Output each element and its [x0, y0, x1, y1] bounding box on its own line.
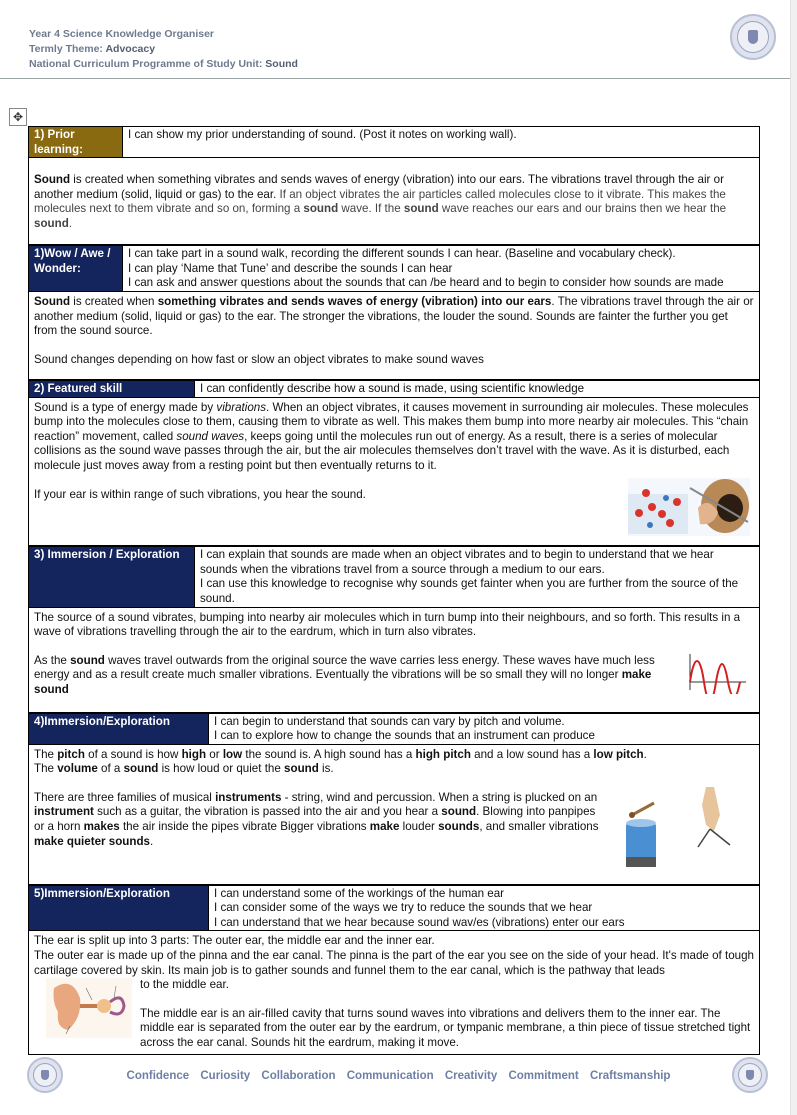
objective: I can play ‘Name that Tune’ and describe the sounds I can hear: [128, 261, 453, 275]
value-curiosity: Curiosity: [200, 1070, 251, 1082]
objective: I can ask and answer questions about the sounds that can /be heard and to begin to consider how sounds are made: [128, 276, 724, 290]
section-heading: 1)Wow / Awe / Wonder:: [29, 246, 123, 292]
objective: I can use this knowledge to recognise why sounds get fainter when you are further from the source of the sound.: [200, 577, 739, 605]
school-logo-top: [730, 14, 776, 60]
section-immersion-4: [28, 713, 760, 885]
knowledge-organiser: [28, 126, 760, 1055]
section-wow: [28, 245, 760, 380]
objective: I can understand that we hear because sound wav/es (vibrations) enter our ears: [214, 915, 625, 929]
section-body: The source of a sound vibrates, bumping into nearby air molecules which in turn bump into their neighbours, and so forth. This results in a wave of vibrations travelling through the air to the eardrum, which in turn also vibrates. As the sound waves travel outwards from the original source the wave carries less energy. These waves have much less energy and as a result create much smaller vibrations. Eventually the vibrations will be so small they will no longer make sound: [29, 607, 760, 712]
objective: I can to explore how to change the sounds that an instrument can produce: [214, 729, 595, 743]
section-body: The pitch of a sound is how high or low the sound is. A high sound has a high pitch and a low sound has a low pitch. The volume of a sound is how loud or quiet the sound is. There are three families of musical instruments - string, wind and percussion. When a string is plucked on an instrument such as a guitar, the vibration is passed into the air and you hear a sound. Blowing into panpipes or a horn makes the air inside the pipes vibrate Bigger vibrations make louder sounds, and smaller vibrations make quieter sounds.: [29, 744, 760, 884]
school-values-footer: [0, 1070, 797, 1082]
section-objectives: [209, 885, 760, 931]
value-commitment: Commitment: [508, 1070, 579, 1082]
header-theme: Termly Theme: Advocacy: [29, 43, 156, 55]
vertical-scrollbar[interactable]: [790, 0, 797, 1115]
header-divider: [0, 78, 790, 79]
section-immersion-3: [28, 546, 760, 712]
page-header: [29, 27, 298, 72]
value-communication: Communication: [346, 1070, 434, 1082]
section-heading: 4)Immersion/Exploration: [29, 713, 209, 744]
section-objective: I can show my prior understanding of sound. (Post it notes on working wall).: [123, 127, 760, 158]
header-unit: National Curriculum Programme of Study Unit: Sound: [29, 58, 298, 70]
section-objectives: [209, 713, 760, 744]
value-collaboration: Collaboration: [261, 1070, 336, 1082]
objective: I can explain that sounds are made when an object vibrates and to begin to understand that we hear sounds when the vibrations travel from a source through a medium to our ears.: [200, 548, 714, 576]
section-objectives: [123, 246, 760, 292]
ear-diagram-image: [46, 978, 132, 1043]
section-body: Sound is a type of energy made by vibrations. When an object vibrates, it causes movement in surrounding air molecules. These molecules bump into the molecules close to them, causing them to vibrate as well. This makes them bump into more nearby air molecules. This “chain reaction” movement, called sound waves, keeps going until the molecules run out of energy. As a result, there is a series of molecular collisions as the sound wave passes through the air, but the air molecules themselves don’t travel with the wave. As it is disturbed, each molecule just moves away from a resting point but then eventually returns to it. If your ear is within range of such vibrations, you hear the sound.: [29, 397, 760, 546]
guitar-molecules-image: [628, 478, 750, 541]
value-craftsmanship: Craftsmanship: [589, 1070, 671, 1082]
objective: I can begin to understand that sounds can vary by pitch and volume.: [214, 714, 565, 728]
objective: I can understand some of the workings of the human ear: [214, 886, 505, 900]
table-move-handle-icon[interactable]: ✥: [9, 108, 27, 126]
section-heading: 1) Prior learning:: [29, 127, 123, 158]
section-body: Sound is created when something vibrates and sends waves of energy (vibration) into our ears. The vibrations travel through the air or another medium (solid, liquid or gas) to the ear. The stronger the vibrations, the louder the sound. Sounds are fainter the further you get from the sound source. Sound changes depending on how fast or slow an object vibrates to make sound waves: [29, 291, 760, 379]
section-objective: I can confidently describe how a sound is made, using scientific knowledge: [195, 380, 760, 397]
section-objectives: [195, 547, 760, 607]
section-heading: 2) Featured skill: [29, 380, 195, 397]
value-confidence: Confidence: [126, 1070, 190, 1082]
header-title: Year 4 Science Knowledge Organiser: [29, 28, 214, 40]
section-immersion-5: [28, 885, 760, 1055]
objective: I can consider some of the ways we try to reduce the sounds that we hear: [214, 901, 593, 915]
objective: I can take part in a sound walk, recording the different sounds I can hear. (Baseline and vocabulary check).: [128, 247, 676, 261]
section-heading: 3) Immersion / Exploration: [29, 547, 195, 607]
sound-wave-graph-image: [684, 650, 750, 699]
instruments-image: [610, 785, 750, 878]
section-heading: 5)Immersion/Exploration: [29, 885, 209, 931]
section-featured-skill: [28, 380, 760, 546]
value-creativity: Creativity: [444, 1070, 498, 1082]
section-prior-learning: [28, 126, 760, 245]
section-body: The ear is split up into 3 parts: The outer ear, the middle ear and the inner ear. The outer ear is made up of the pinna and the ear canal. The pinna is the part of the ear you see on the side of your head. It's made of tough cartilage covered by skin. Its main job is to gather sounds and funnel them to the ear canal, which is the pathway that leads to the middle ear. The middle ear is an air-filled cavity that turns sound waves into vibrations and delivers them to the inner ear. The middle ear is separated from the outer ear by the eardrum, or tympanic membrane, a thin piece of tissue stretched tight across the ear canal. Sounds hit the eardrum, making it move.: [29, 931, 760, 1054]
section-body: Sound is created when something vibrates and sends waves of energy (vibration) into our ears. The vibrations travel through the air or another medium (solid, liquid or gas) to the ear. If an object vibrates the air particles called molecules close to it vibrate. This makes the molecules next to them vibrate and so on, forming a sound wave. If the sound wave reaches our ears and our brains then we hear the sound.: [29, 158, 760, 245]
